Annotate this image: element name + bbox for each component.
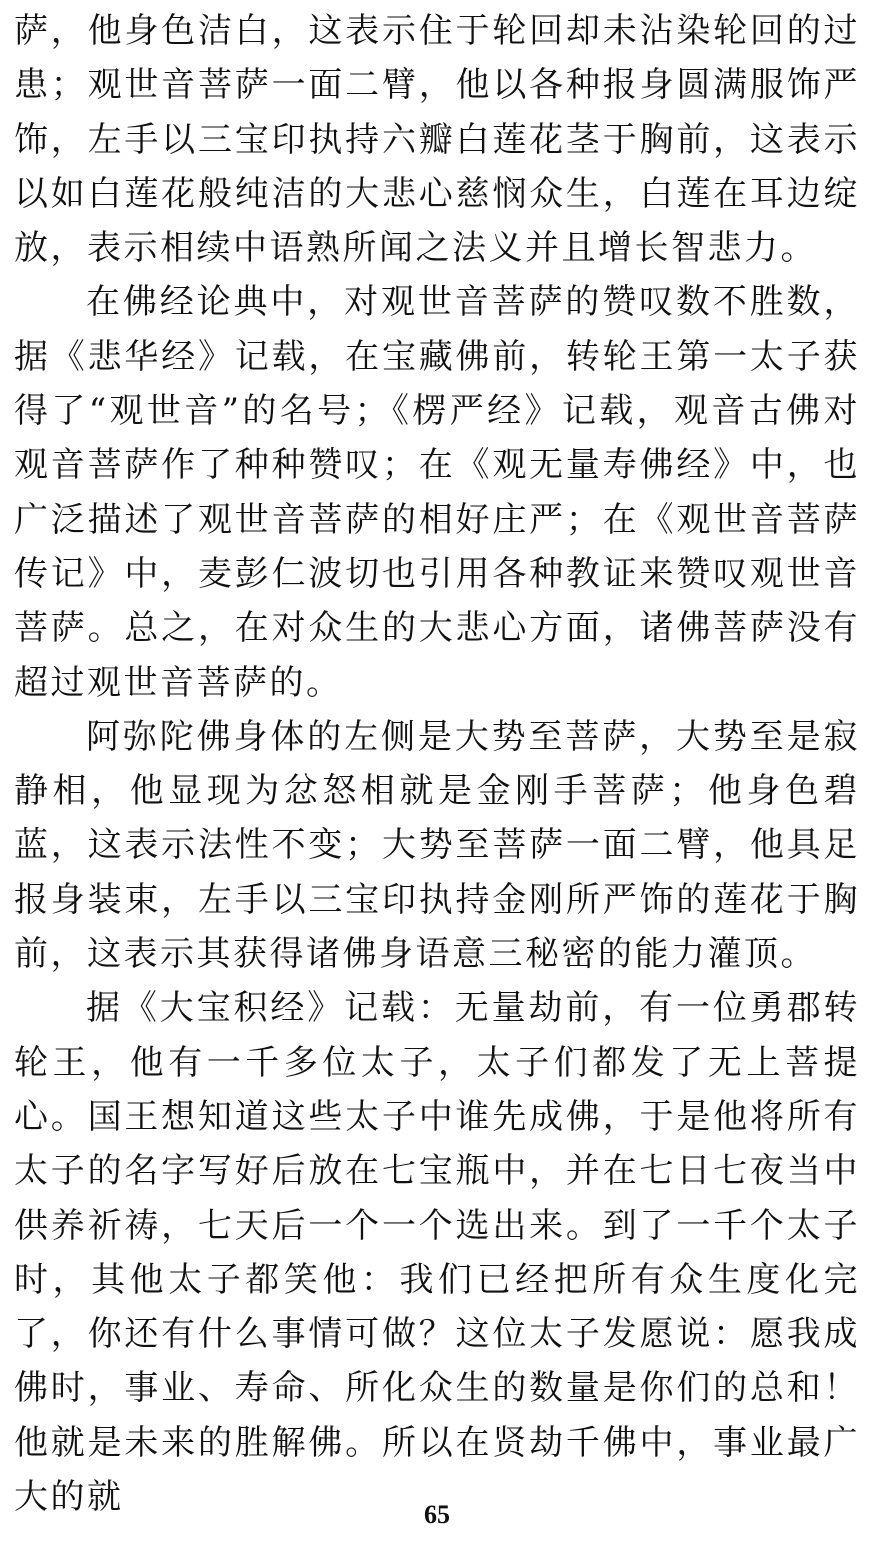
paragraph-1: 萨，他身色洁白，这表示住于轮回却未沾染轮回的过患；观世音菩萨一面二臂，他以各种报身圆满服饰严饰，左手以三宝印执持六瓣白莲花茎于胸前，这表示以如白莲花般纯洁的大悲心慈悯众生，白莲在耳边绽放，表示相续中语熟所闻之法义并且增长智悲力。	[14, 11, 860, 269]
paragraph-4: 据《大宝积经》记载：无量劫前，有一位勇郡转轮王，他有一千多位太子，太子们都发了无上菩提心。国王想知道这些太子中谁先成佛，于是他将所有太子的名字写好后放在七宝瓶中，并在七日七夜当中供养祈祷，七天后一个一个选出来。到了一千个太子时，其他太子都笑他：我们已经把所有众生度化完了，你还有什么事情可做？这位太子发愿说：愿我成佛时，事业、寿命、所化众生的数量是你们的总和！他就是未来的胜解佛。所以在贤劫千佛中，事业最广大的就	[14, 988, 860, 1518]
paragraph-3: 阿弥陀佛身体的左侧是大势至菩萨，大势至是寂静相，他显现为忿怒相就是金刚手菩萨；他身色碧蓝，这表示法性不变；大势至菩萨一面二臂，他具足报身装束，左手以三宝印执持金刚所严饰的莲花于胸前，这表示其获得诸佛身语意三秘密的能力灌顶。	[14, 716, 860, 975]
page-number: 65	[424, 1500, 450, 1529]
page-body	[14, 4, 860, 1524]
paragraph-2: 在佛经论典中，对观世音菩萨的赞叹数不胜数，据《悲华经》记载，在宝藏佛前，转轮王第一太子获得了“观世音”的名号；《楞严经》记载，观音古佛对观音菩萨作了种种赞叹；在《观无量寿佛经》中，也广泛描述了观世音菩萨的相好庄严；在《观世音菩萨传记》中，麦彭仁波切也引用各种教证来赞叹观世音菩萨。总之，在对众生的大悲心方面，诸佛菩萨没有超过观世音菩萨的。	[14, 282, 860, 703]
